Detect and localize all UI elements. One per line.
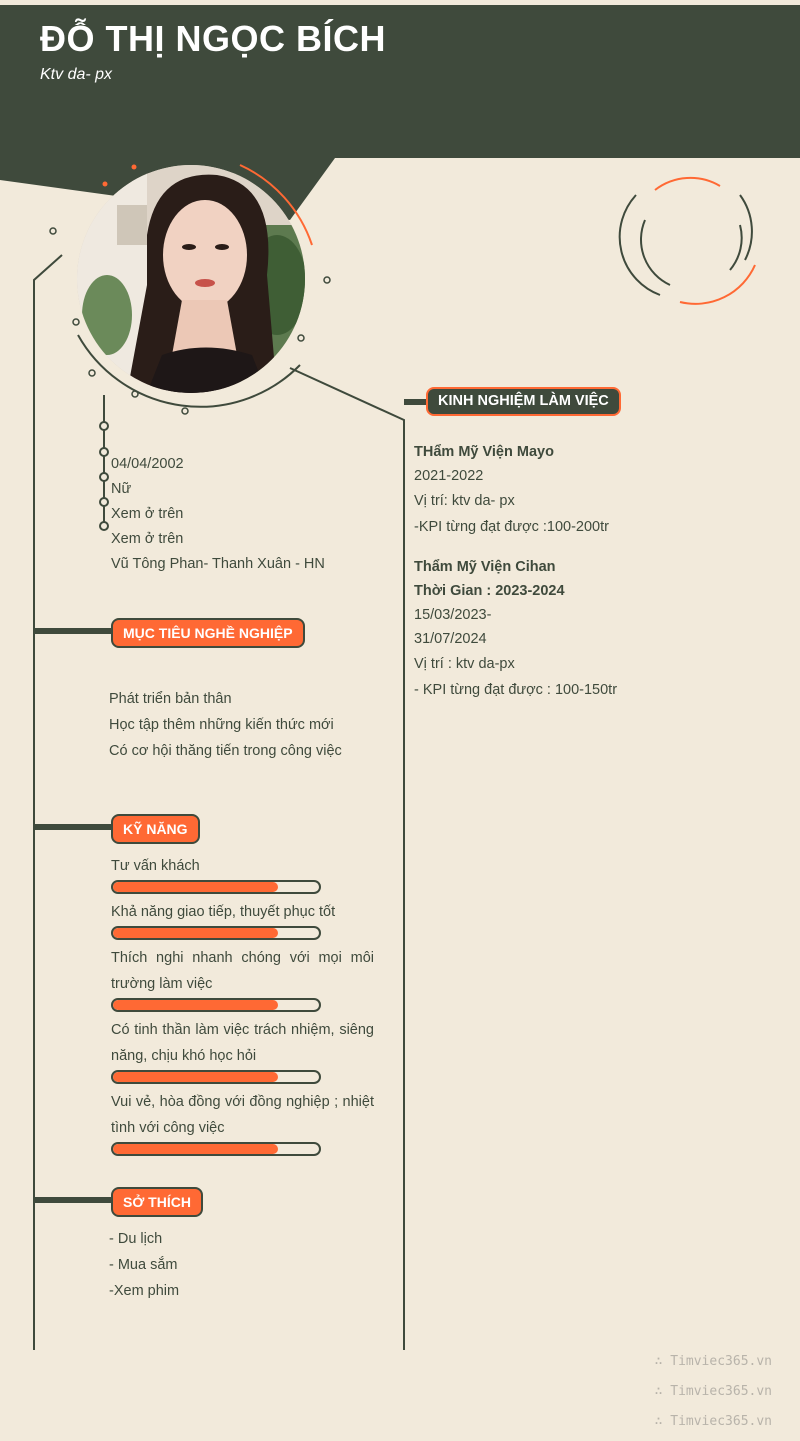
experience-heading: KINH NGHIỆM LÀM VIỆC bbox=[426, 387, 621, 416]
skill-label: Khả năng giao tiếp, thuyết phục tốt bbox=[111, 904, 336, 920]
hobby-item: -Xem phim bbox=[109, 1283, 180, 1299]
job-position: Vị trí : ktv da-px bbox=[414, 656, 515, 672]
phone: Xem ở trên bbox=[111, 506, 184, 522]
skill-progress-bar bbox=[111, 926, 321, 940]
profile-photo bbox=[77, 165, 305, 393]
watermark-text: Timviec365.vn bbox=[670, 1354, 772, 1369]
address: Vũ Tông Phan- Thanh Xuân - HN bbox=[111, 556, 325, 572]
skill-progress-fill bbox=[113, 1072, 278, 1082]
career-goal-heading: MỤC TIÊU NGHỀ NGHIỆP bbox=[111, 618, 305, 648]
watermark: ∴ Timviec365.vn bbox=[654, 1384, 772, 1399]
watermark-text: Timviec365.vn bbox=[670, 1414, 772, 1429]
skill-progress-bar bbox=[111, 1142, 321, 1156]
job-position: Vị trí: ktv da- px bbox=[414, 493, 515, 509]
skill-progress-fill bbox=[113, 1144, 278, 1154]
watermark: ∴ Timviec365.vn bbox=[654, 1354, 772, 1369]
watermark-text: Timviec365.vn bbox=[670, 1384, 772, 1399]
hobby-item: - Mua sắm bbox=[109, 1257, 178, 1273]
hobby-item: - Du lịch bbox=[109, 1231, 163, 1247]
hobbies-heading: SỞ THÍCH bbox=[111, 1187, 203, 1217]
skill-label: Thích nghi nhanh chóng với mọi môi trường làm việc bbox=[111, 950, 374, 992]
job-kpi: -KPI từng đạt được :100-200tr bbox=[414, 519, 609, 535]
skill-progress-bar bbox=[111, 880, 321, 894]
job-period: 2021-2022 bbox=[414, 468, 484, 484]
skill-label: Tư vấn khách bbox=[111, 858, 200, 874]
skill-label: Có tinh thần làm việc trách nhiệm, siêng năng, chịu khó học hỏi bbox=[111, 1022, 374, 1064]
gender: Nữ bbox=[111, 481, 132, 497]
skill-progress-bar bbox=[111, 998, 321, 1012]
job-end-date: 31/07/2024 bbox=[414, 631, 487, 647]
skills-heading: KỸ NĂNG bbox=[111, 814, 200, 844]
career-goal-line: Học tập thêm những kiến thức mới bbox=[109, 717, 334, 733]
company-name: Thẩm Mỹ Viện Cihan bbox=[414, 559, 556, 575]
career-goal-line: Phát triển bản thân bbox=[109, 691, 232, 707]
candidate-name: ĐỖ THỊ NGỌC BÍCH bbox=[40, 18, 386, 59]
birth-date: 04/04/2002 bbox=[111, 456, 184, 472]
skill-label: Vui vẻ, hòa đồng với đồng nghiệp ; nhiệt tình với công việc bbox=[111, 1094, 374, 1136]
skill-progress-fill bbox=[113, 928, 278, 938]
job-title: Ktv da- px bbox=[40, 66, 113, 83]
skill-progress-fill bbox=[113, 1000, 278, 1010]
job-period: Thời Gian : 2023-2024 bbox=[414, 583, 565, 599]
job-kpi: - KPI từng đạt được : 100-150tr bbox=[414, 682, 618, 698]
skill-progress-bar bbox=[111, 1070, 321, 1084]
job-start-date: 15/03/2023- bbox=[414, 607, 492, 623]
company-name: THẩm Mỹ Viện Mayo bbox=[414, 444, 554, 460]
career-goal-line: Có cơ hội thăng tiến trong công việc bbox=[109, 743, 342, 759]
watermark: ∴ Timviec365.vn bbox=[654, 1414, 772, 1429]
skill-progress-fill bbox=[113, 882, 278, 892]
email: Xem ở trên bbox=[111, 531, 184, 547]
